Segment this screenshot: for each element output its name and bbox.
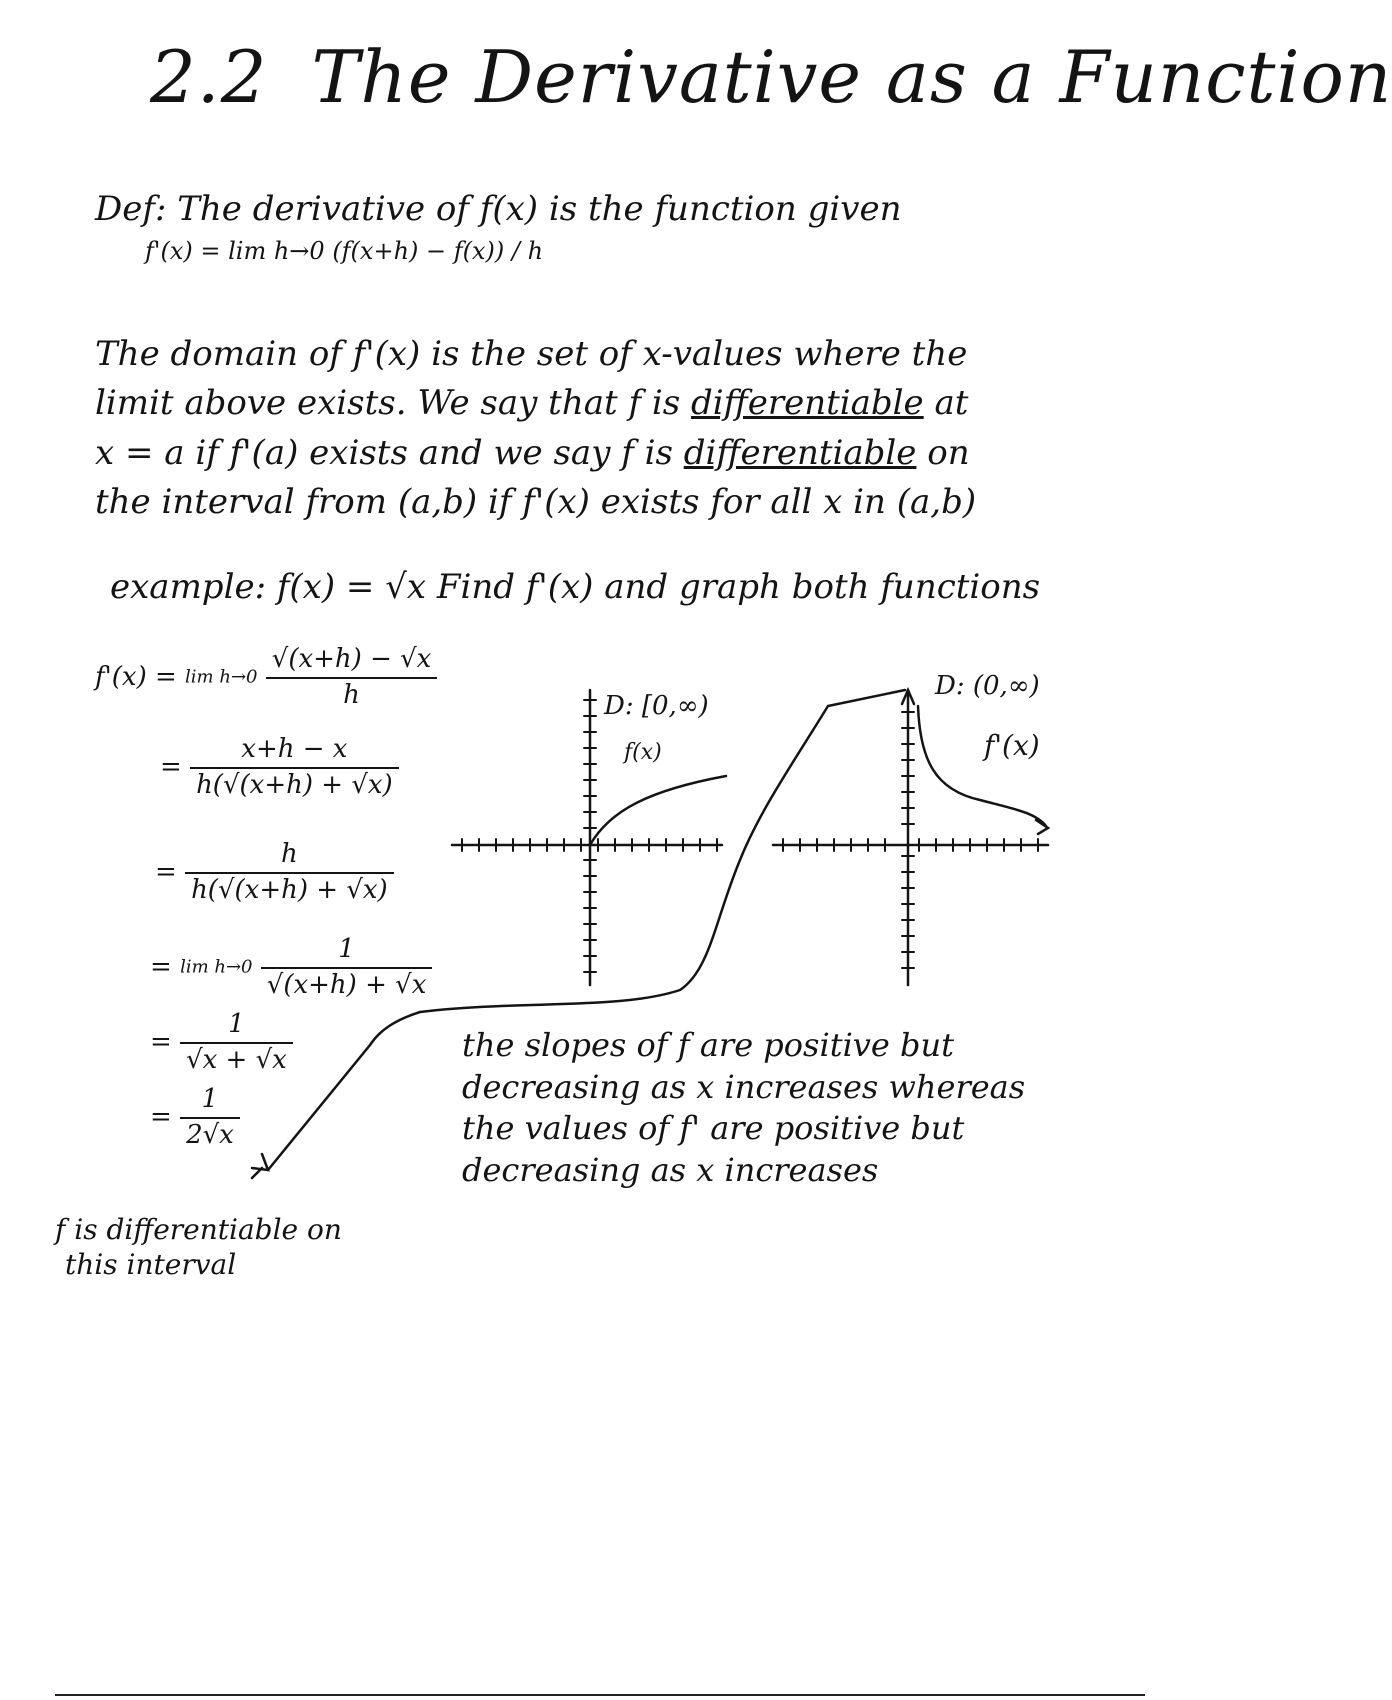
interval-note-line-2: this interval bbox=[65, 1248, 237, 1281]
connector-arrowhead bbox=[252, 1154, 268, 1170]
paragraph-line-2-text: limit above exists. We say that f is bbox=[95, 383, 691, 424]
differentiable-at-term: differentiable bbox=[690, 383, 924, 424]
left-domain-label: D: [0,∞) bbox=[604, 691, 709, 721]
derivation-step-2: = $\frac{x+h - x}{h(√(x+h) + √x)}$ bbox=[160, 735, 399, 801]
derivative-lhs: f'(x) = bbox=[95, 661, 177, 692]
page-bottom-rule bbox=[55, 1694, 1145, 1696]
right-domain-label: D: (0,∞) bbox=[935, 671, 1040, 701]
differentiable-on-term: differentiable bbox=[683, 432, 917, 473]
interval-note-line-1: f is differentiable on bbox=[55, 1213, 342, 1246]
definition-formula: f'(x) = lim h→0 (f(x+h) − f(x)) / h bbox=[145, 237, 544, 265]
section-title: The Derivative as a Function bbox=[311, 35, 1392, 119]
step-1-numerator: √(x+h) − √x bbox=[266, 645, 438, 679]
step-6-numerator: 1 bbox=[180, 1085, 240, 1119]
paragraph-line-3-end: on bbox=[916, 432, 970, 473]
step-4-numerator: 1 bbox=[261, 935, 433, 969]
paragraph-line-2-end: at bbox=[923, 383, 969, 424]
derivative-curve bbox=[918, 706, 1046, 826]
paragraph-line-4: the interval from (a,b) if f'(x) exists for all x in (a,b) bbox=[95, 481, 977, 522]
comparison-note-line-2: decreasing as x increases whereas bbox=[462, 1067, 1026, 1106]
definition-line: Def: The derivative of f(x) is the function given bbox=[95, 189, 902, 229]
paragraph-line-3-text: x = a if f'(a) exists and we say f is bbox=[95, 432, 684, 473]
step-3-numerator: h bbox=[185, 840, 394, 874]
step-5-numerator: 1 bbox=[180, 1010, 293, 1044]
interval-note bbox=[55, 1212, 342, 1282]
derivation-step-3: = $\frac{h}{h(√(x+h) + √x)}$ bbox=[155, 840, 394, 906]
comparison-note-line-4: decreasing as x increases bbox=[462, 1150, 879, 1189]
right-function-label: f'(x) bbox=[984, 729, 1040, 762]
sqrt-curve bbox=[590, 776, 726, 845]
comparison-note-line-1: the slopes of f are positive but bbox=[462, 1026, 954, 1064]
step-1-denominator: h bbox=[343, 679, 360, 710]
section-number: 2.2 bbox=[150, 35, 268, 119]
step-4-denominator: √(x+h) + √x bbox=[266, 969, 427, 1000]
step-6-denominator: 2√x bbox=[186, 1119, 234, 1150]
comparison-note bbox=[462, 1025, 1025, 1191]
step-3-denominator: h(√(x+h) + √x) bbox=[191, 874, 388, 905]
step-5-denominator: √x + √x bbox=[186, 1044, 287, 1075]
derivation-step-6: = $\frac{1}{2√x}$ bbox=[150, 1085, 240, 1151]
derivation-step-5: = $\frac{1}{√x + √x}$ bbox=[150, 1010, 293, 1076]
limit-notation: lim h→0 bbox=[185, 666, 258, 688]
comparison-note-line-3: the values of f' are positive but bbox=[462, 1109, 965, 1148]
step-2-denominator: h(√(x+h) + √x) bbox=[196, 769, 393, 800]
paragraph-line-1: The domain of f'(x) is the set of x-values where the bbox=[95, 334, 968, 374]
left-function-label: f(x) bbox=[624, 740, 662, 765]
example-line: example: f(x) = √x Find f'(x) and graph both functions bbox=[110, 567, 1041, 607]
step-4-limit: lim h→0 bbox=[180, 956, 253, 978]
derivation-step-4: = lim h→0 $\frac{1}{√(x+h) + √x}$ bbox=[150, 935, 432, 1001]
step-2-numerator: x+h − x bbox=[190, 735, 399, 769]
